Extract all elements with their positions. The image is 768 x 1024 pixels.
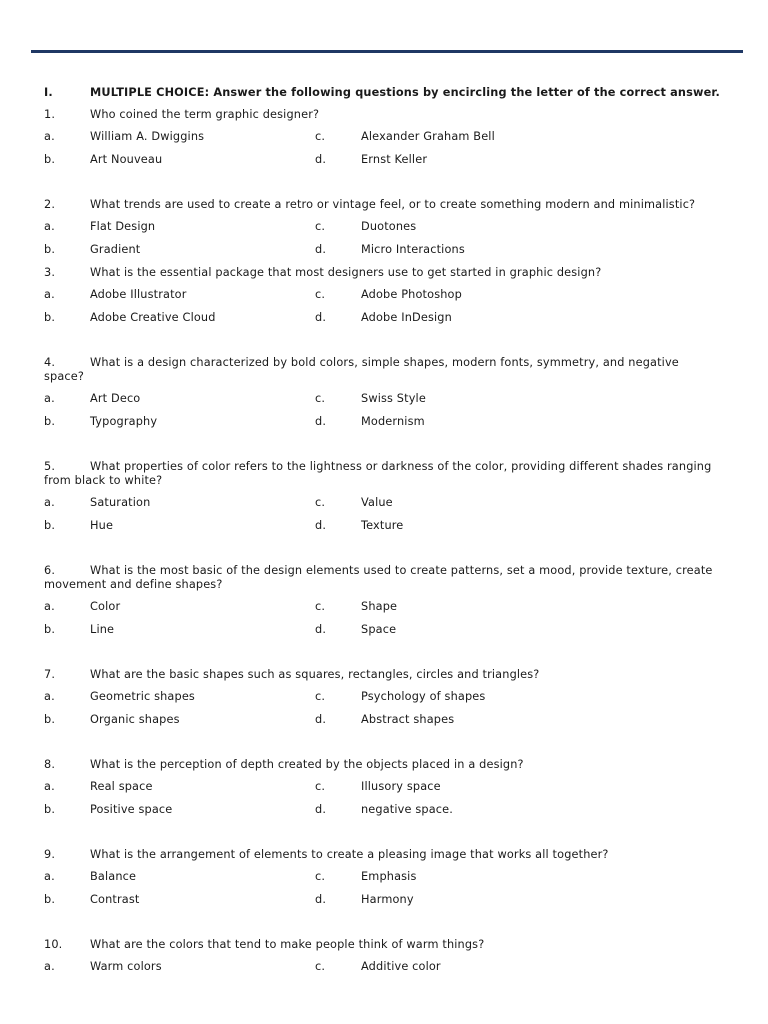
- question-text: What are the basic shapes such as squares, rectangles, circles and triangles?: [90, 667, 540, 681]
- question-number: 7.: [44, 667, 56, 681]
- question-text: What trends are used to create a retro or vintage feel, or to create something modern and minimalistic?: [90, 197, 696, 211]
- option-row: [44, 960, 720, 983]
- option-row: [44, 600, 720, 623]
- answer-option[interactable]: [315, 311, 586, 324]
- question-stem: [44, 938, 720, 952]
- option-letter: a.: [44, 129, 55, 143]
- answer-option[interactable]: [44, 392, 315, 405]
- option-row: [44, 288, 720, 311]
- option-row: [44, 713, 720, 736]
- answer-option[interactable]: [315, 288, 586, 301]
- option-letter: d.: [315, 518, 327, 532]
- section-number: I.: [44, 86, 53, 99]
- option-text: Swiss Style: [361, 391, 426, 405]
- question-spacer: [44, 334, 720, 356]
- answer-option[interactable]: [315, 803, 586, 816]
- option-letter: b.: [44, 802, 56, 816]
- option-letter: a.: [44, 959, 55, 973]
- question-text: What are the colors that tend to make people think of warm things?: [90, 937, 485, 951]
- answer-option[interactable]: [44, 623, 315, 636]
- option-text: Adobe InDesign: [361, 310, 452, 324]
- option-row: [44, 803, 720, 826]
- question-text: What is the most basic of the design elements used to create patterns, set a mood, provide texture, create movement and define shapes?: [44, 563, 713, 591]
- option-row: [44, 311, 720, 334]
- option-letter: c.: [315, 219, 326, 233]
- answer-option[interactable]: [315, 415, 586, 428]
- option-text: Balance: [90, 869, 137, 883]
- question-list: [44, 108, 720, 983]
- option-letter: c.: [315, 391, 326, 405]
- option-row: [44, 690, 720, 713]
- option-row: [44, 893, 720, 916]
- answer-option[interactable]: [44, 288, 315, 301]
- option-row: [44, 220, 720, 243]
- option-letter: a.: [44, 599, 55, 613]
- option-text: Micro Interactions: [361, 242, 465, 256]
- answer-option[interactable]: [315, 130, 586, 143]
- option-text: Additive color: [361, 959, 441, 973]
- option-text: Adobe Illustrator: [90, 287, 187, 301]
- option-text: Art Deco: [90, 391, 141, 405]
- question-spacer: [44, 646, 720, 668]
- option-text: Emphasis: [361, 869, 417, 883]
- question-spacer: [44, 916, 720, 938]
- answer-option[interactable]: [44, 415, 315, 428]
- answer-option[interactable]: [44, 243, 315, 256]
- question-7: [44, 668, 720, 736]
- option-letter: b.: [44, 152, 56, 166]
- question-2: [44, 198, 720, 266]
- option-text: Positive space: [90, 802, 173, 816]
- answer-option[interactable]: [44, 893, 315, 906]
- answer-option[interactable]: [44, 130, 315, 143]
- section-instruction: MULTIPLE CHOICE: Answer the following questions by encircling the letter of the correct answer.: [90, 86, 720, 99]
- option-row: [44, 519, 720, 542]
- question-number: 9.: [44, 847, 56, 861]
- option-letter: b.: [44, 712, 56, 726]
- answer-option[interactable]: [315, 870, 586, 883]
- option-text: Typography: [90, 414, 158, 428]
- option-text: Gradient: [90, 242, 141, 256]
- answer-option[interactable]: [315, 519, 586, 532]
- option-letter: c.: [315, 495, 326, 509]
- header-rule: [31, 50, 743, 53]
- option-text: Warm colors: [90, 959, 162, 973]
- option-text: Adobe Photoshop: [361, 287, 462, 301]
- answer-option[interactable]: [44, 803, 315, 816]
- option-letter: b.: [44, 310, 56, 324]
- question-10: [44, 938, 720, 983]
- option-letter: a.: [44, 391, 55, 405]
- answer-option[interactable]: [315, 243, 586, 256]
- question-spacer: [44, 176, 720, 198]
- option-letter: c.: [315, 959, 326, 973]
- option-letter: a.: [44, 779, 55, 793]
- answer-option[interactable]: [315, 600, 586, 613]
- option-letter: c.: [315, 689, 326, 703]
- option-letter: a.: [44, 689, 55, 703]
- question-text: What is the essential package that most designers use to get started in graphic design?: [90, 265, 602, 279]
- question-text: What is the arrangement of elements to create a pleasing image that works all together?: [90, 847, 609, 861]
- option-letter: d.: [315, 242, 327, 256]
- question-spacer: [44, 826, 720, 848]
- option-letter: c.: [315, 869, 326, 883]
- option-letter: a.: [44, 869, 55, 883]
- answer-option[interactable]: [315, 496, 586, 509]
- question-text: What is a design characterized by bold colors, simple shapes, modern fonts, symmetry, and negative space?: [44, 355, 679, 383]
- document-page: [44, 86, 720, 983]
- question-spacer: [44, 438, 720, 460]
- option-row: [44, 780, 720, 803]
- option-text: Value: [361, 495, 393, 509]
- question-spacer: [44, 736, 720, 758]
- question-number: 4.: [44, 355, 56, 369]
- question-stem: [44, 266, 720, 280]
- option-row: [44, 415, 720, 438]
- question-number: 10.: [44, 937, 63, 951]
- option-row: [44, 153, 720, 176]
- option-text: Art Nouveau: [90, 152, 163, 166]
- answer-option[interactable]: [315, 960, 586, 973]
- option-text: Texture: [361, 518, 404, 532]
- option-text: Color: [90, 599, 121, 613]
- option-row: [44, 496, 720, 519]
- answer-option[interactable]: [44, 780, 315, 793]
- option-row: [44, 130, 720, 153]
- option-text: Adobe Creative Cloud: [90, 310, 216, 324]
- option-text: Real space: [90, 779, 153, 793]
- answer-option[interactable]: [315, 690, 586, 703]
- option-row: [44, 870, 720, 893]
- option-text: Saturation: [90, 495, 151, 509]
- question-stem: [44, 108, 720, 122]
- question-text: Who coined the term graphic designer?: [90, 107, 320, 121]
- option-letter: b.: [44, 892, 56, 906]
- question-spacer: [44, 542, 720, 564]
- question-stem: [44, 668, 720, 682]
- answer-option[interactable]: [315, 220, 586, 233]
- question-stem: [44, 198, 720, 212]
- option-letter: d.: [315, 622, 327, 636]
- question-stem: [44, 460, 720, 488]
- answer-option[interactable]: [44, 519, 315, 532]
- option-text: Geometric shapes: [90, 689, 195, 703]
- option-text: Illusory space: [361, 779, 441, 793]
- question-stem: [44, 848, 720, 862]
- question-text: What is the perception of depth created by the objects placed in a design?: [90, 757, 524, 771]
- question-4: [44, 356, 720, 438]
- option-letter: b.: [44, 518, 56, 532]
- answer-option[interactable]: [315, 392, 586, 405]
- answer-option[interactable]: [44, 220, 315, 233]
- option-row: [44, 623, 720, 646]
- answer-option[interactable]: [44, 153, 315, 166]
- question-number: 5.: [44, 459, 56, 473]
- option-letter: c.: [315, 287, 326, 301]
- option-letter: d.: [315, 892, 327, 906]
- option-text: Duotones: [361, 219, 417, 233]
- question-text: What properties of color refers to the lightness or darkness of the color, providing different shades ranging from black to white?: [44, 459, 712, 487]
- question-1: [44, 108, 720, 176]
- option-letter: a.: [44, 287, 55, 301]
- option-letter: a.: [44, 495, 55, 509]
- question-3: [44, 266, 720, 334]
- option-letter: b.: [44, 242, 56, 256]
- option-letter: c.: [315, 779, 326, 793]
- answer-option[interactable]: [44, 600, 315, 613]
- option-text: Hue: [90, 518, 114, 532]
- option-letter: c.: [315, 599, 326, 613]
- option-letter: d.: [315, 712, 327, 726]
- option-letter: a.: [44, 219, 55, 233]
- answer-option[interactable]: [44, 713, 315, 726]
- question-number: 8.: [44, 757, 56, 771]
- question-6: [44, 564, 720, 646]
- section-heading: [44, 86, 720, 100]
- answer-option[interactable]: [315, 153, 586, 166]
- option-text: Line: [90, 622, 115, 636]
- question-number: 6.: [44, 563, 56, 577]
- question-5: [44, 460, 720, 542]
- question-number: 1.: [44, 107, 56, 121]
- option-letter: b.: [44, 414, 56, 428]
- option-text: Organic shapes: [90, 712, 180, 726]
- question-number: 3.: [44, 265, 56, 279]
- question-8: [44, 758, 720, 826]
- option-text: Psychology of shapes: [361, 689, 486, 703]
- answer-option[interactable]: [44, 870, 315, 883]
- option-text: Space: [361, 622, 397, 636]
- option-row: [44, 243, 720, 266]
- option-text: Ernst Keller: [361, 152, 428, 166]
- answer-option[interactable]: [44, 690, 315, 703]
- option-text: Shape: [361, 599, 398, 613]
- option-text: Abstract shapes: [361, 712, 455, 726]
- question-stem: [44, 564, 720, 592]
- option-letter: d.: [315, 310, 327, 324]
- option-row: [44, 392, 720, 415]
- answer-option[interactable]: [315, 780, 586, 793]
- option-letter: c.: [315, 129, 326, 143]
- option-letter: d.: [315, 414, 327, 428]
- option-text: Flat Design: [90, 219, 156, 233]
- option-text: Alexander Graham Bell: [361, 129, 495, 143]
- question-number: 2.: [44, 197, 56, 211]
- option-text: Harmony: [361, 892, 414, 906]
- answer-option[interactable]: [315, 713, 586, 726]
- answer-option[interactable]: [44, 496, 315, 509]
- option-text: Modernism: [361, 414, 425, 428]
- question-9: [44, 848, 720, 916]
- option-letter: d.: [315, 152, 327, 166]
- answer-option[interactable]: [44, 311, 315, 324]
- option-letter: b.: [44, 622, 56, 636]
- option-text: Contrast: [90, 892, 140, 906]
- question-stem: [44, 758, 720, 772]
- option-text: William A. Dwiggins: [90, 129, 205, 143]
- option-letter: d.: [315, 802, 327, 816]
- question-stem: [44, 356, 720, 384]
- answer-option[interactable]: [315, 623, 586, 636]
- answer-option[interactable]: [44, 960, 315, 973]
- option-text: negative space.: [361, 802, 453, 816]
- answer-option[interactable]: [315, 893, 586, 906]
